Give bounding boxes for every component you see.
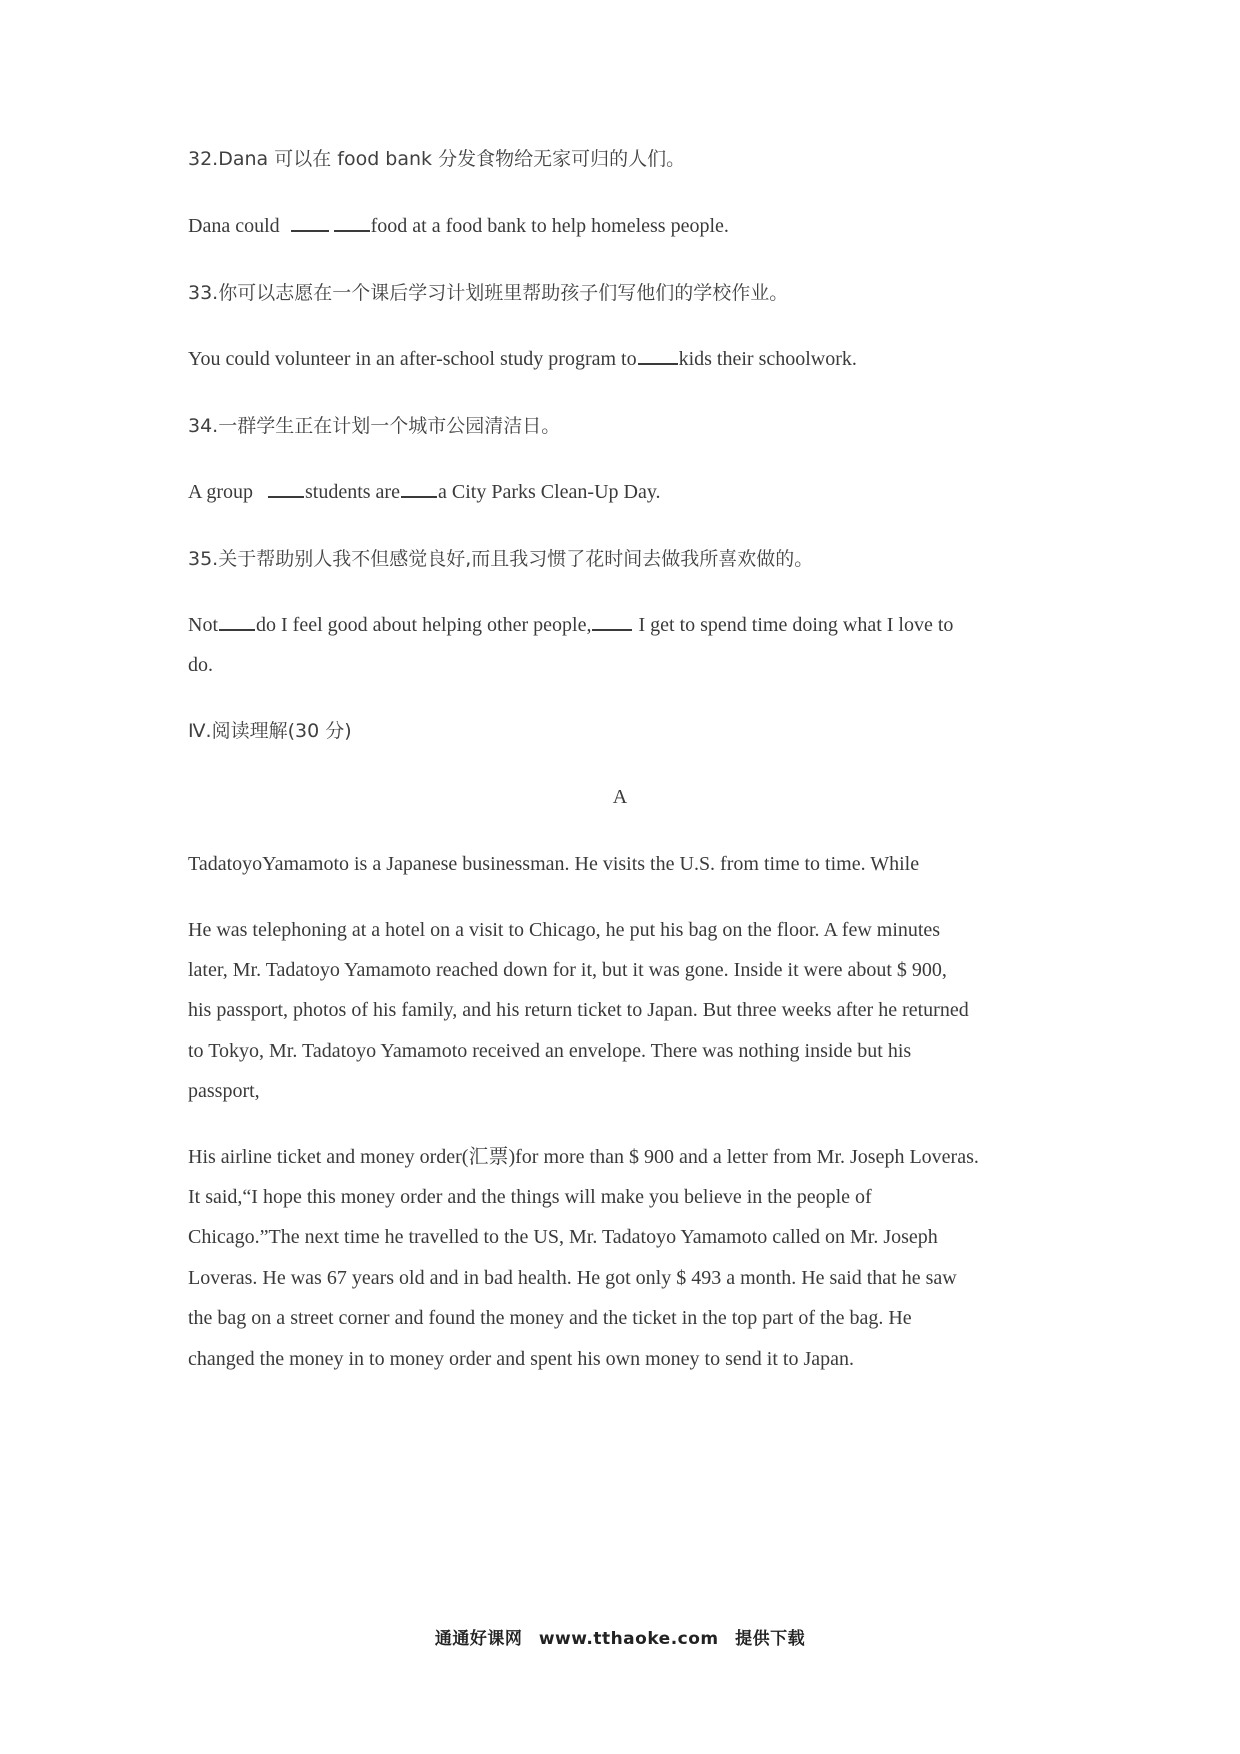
passage-p2-line: He was telephoning at a hotel on a visit to Chicago, he put his bag on the floor. A few minutes: [188, 919, 941, 941]
passage-p3-line: It said,“I hope this money order and the things will make you believe in the people of: [188, 1186, 872, 1208]
q35-prompt: 35.关于帮助别人我不但感觉良好,而且我习惯了花时间去做我所喜欢做的。: [188, 548, 814, 570]
footer-url[interactable]: www.tthaoke.com: [538, 1629, 719, 1649]
q34-sentence: [188, 470, 661, 515]
q34-prompt: 34.一群学生正在计划一个城市公园清洁日。: [188, 415, 561, 437]
q35-continuation: do.: [188, 654, 213, 676]
passage-p3-line: the bag on a street corner and found the money and the ticket in the top part of the bag. He: [188, 1307, 912, 1329]
q35-blank-2[interactable]: [592, 611, 632, 631]
passage-paragraph-1: TadatoyoYamamoto is a Japanese businessman. He visits the U.S. from time to time. While: [188, 853, 920, 875]
q35-middle: do I feel good about helping other people,: [256, 614, 592, 636]
q35-after: I get to spend time doing what I love to: [633, 614, 954, 636]
q34-middle: students are: [305, 481, 400, 503]
q33-blank-1[interactable]: [638, 345, 678, 365]
passage-p3-line: His airline ticket and money order(汇票)for more than $ 900 and a letter from Mr. Joseph Loveras.: [188, 1146, 979, 1168]
passage-p2-line: passport,: [188, 1080, 260, 1102]
q32-sentence: [188, 204, 729, 249]
q32-blank-1[interactable]: [291, 212, 329, 232]
q32-blank-2[interactable]: [334, 212, 370, 232]
passage-p2-line: to Tokyo, Mr. Tadatoyo Yamamoto received an envelope. There was nothing inside but his: [188, 1040, 912, 1062]
q35-sentence: [188, 603, 953, 648]
q32-prompt: 32.Dana 可以在 food bank 分发食物给无家可归的人们。: [188, 148, 686, 170]
section-heading: Ⅳ.阅读理解(30 分): [188, 720, 352, 742]
passage-p3-line: Loveras. He was 67 years old and in bad health. He got only $ 493 a month. He said that he saw: [188, 1267, 957, 1289]
passage-label: A: [612, 786, 628, 808]
q34-blank-1[interactable]: [268, 478, 304, 498]
q33-prompt: 33.你可以志愿在一个课后学习计划班里帮助孩子们写他们的学校作业。: [188, 282, 789, 304]
footer-note: 提供下载: [735, 1629, 806, 1649]
q32-after: food at a food bank to help homeless people.: [370, 215, 729, 237]
q34-blank-2[interactable]: [401, 478, 437, 498]
page-footer: [0, 1624, 1240, 1649]
q33-sentence: [188, 337, 857, 382]
q32-before: Dana could: [188, 215, 285, 237]
passage-p2-line: later, Mr. Tadatoyo Yamamoto reached down for it, but it was gone. Inside it were about $ 900,: [188, 959, 947, 981]
passage-p2-line: his passport, photos of his family, and his return ticket to Japan. But three weeks after he returned: [188, 999, 969, 1021]
q35-before: Not: [188, 614, 218, 636]
passage-p3-line: changed the money in to money order and spent his own money to send it to Japan.: [188, 1348, 854, 1370]
q34-before: A group: [188, 481, 258, 503]
q35-blank-1[interactable]: [219, 611, 255, 631]
q34-after: a City Parks Clean-Up Day.: [437, 481, 661, 503]
q33-before: You could volunteer in an after-school study program to: [188, 348, 637, 370]
passage-p3-line: Chicago.”The next time he travelled to the US, Mr. Tadatoyo Yamamoto called on Mr. Joseph: [188, 1226, 938, 1248]
footer-site: 通通好课网: [434, 1629, 523, 1649]
q33-after: kids their schoolwork.: [678, 348, 857, 370]
